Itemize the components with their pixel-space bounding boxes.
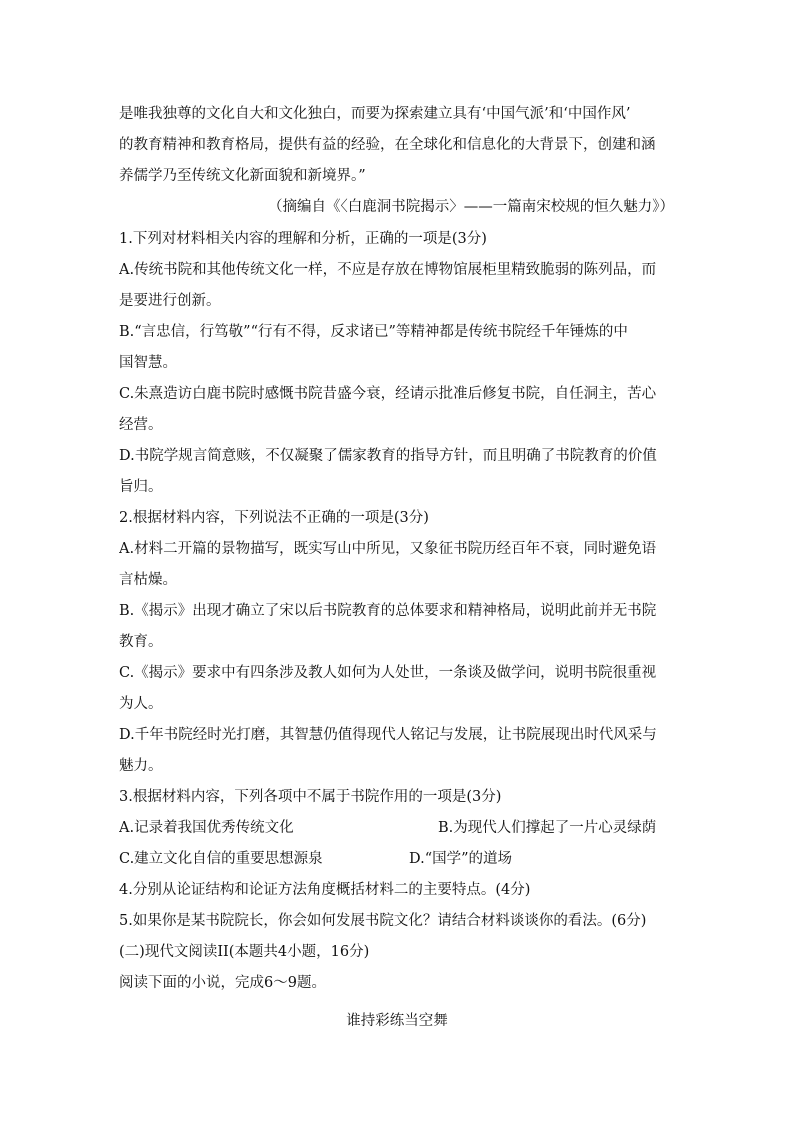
option-text: D.千年书院经时光打磨，其智慧仍值得现代人铭记与发展，让书院展现出时代风采与 — [119, 727, 657, 743]
passage-source: （摘编自《〈白鹿洞书院揭示〉——一篇南宋校规的恒久魅力》） — [268, 199, 674, 215]
option-text: A.材料二开篇的景物描写，既实写山中所见，又象征书院历经百年不衰，同时避免语 — [119, 541, 657, 557]
option-text: 是要进行创新。 — [119, 293, 221, 309]
option-b: B.为现代人们撑起了一片心灵绿荫 — [438, 820, 657, 836]
option-text: 魅力。 — [119, 758, 163, 774]
option-text: B.“言忠信，行笃敬”“行有不得，反求诸已”等精神都是传统书院经千年锤炼的中 — [119, 324, 628, 340]
passage-line: 养儒学乃至传统文化新面貌和新境界。” — [119, 168, 366, 184]
question-stem: 1.下列对材料相关内容的理解和分析，正确的一项是(3分) — [119, 231, 487, 247]
option-d: D.“国学”的道场 — [409, 851, 513, 867]
option-text: 国智慧。 — [119, 355, 177, 371]
option-text: 言枯燥。 — [119, 572, 177, 588]
option-c: C.建立文化自信的重要思想源泉 — [119, 851, 323, 867]
option-text: B.《揭示》出现才确立了宋以后书院教育的总体要求和精神格局，说明此前并无书院 — [119, 603, 657, 619]
question-stem: 4.分别从论证结构和论证方法角度概括材料二的主要特点。(4分) — [119, 882, 531, 898]
section-instruction: 阅读下面的小说，完成6～9题。 — [119, 975, 326, 991]
section-heading: (二)现代文阅读II(本题共4小题，16分) — [119, 944, 370, 960]
question-stem: 5.如果你是某书院院长，你会如何发展书院文化？请结合材料谈谈你的看法。(6分) — [119, 913, 647, 929]
story-title: 谁持彩练当空舞 — [346, 1013, 448, 1029]
option-text: 旨归。 — [119, 479, 163, 495]
question-stem: 2.根据材料内容，下列说法不正确的一项是(3分) — [119, 510, 429, 526]
option-text: 经营。 — [119, 417, 163, 433]
question-stem: 3.根据材料内容，下列各项中不属于书院作用的一项是(3分) — [119, 789, 502, 805]
passage-line: 的教育精神和教育格局，提供有益的经验，在全球化和信息化的大背景下，创建和涵 — [119, 137, 656, 153]
option-a: A.记录着我国优秀传统文化 — [119, 820, 294, 836]
option-text: D.书院学规言简意赅，不仅凝聚了儒家教育的指导方针，而且明确了书院教育的价值 — [119, 448, 657, 464]
option-text: 为人。 — [119, 696, 163, 712]
passage-line: 是唯我独尊的文化自大和文化独白，而要为探索建立具有‘中国气派’和‘中国作风’ — [119, 106, 631, 122]
option-text: A.传统书院和其他传统文化一样，不应是存放在博物馆展柜里精致脆弱的陈列品，而 — [119, 262, 657, 278]
option-text: C.朱熹造访白鹿书院时感慨书院昔盛今衰，经请示批准后修复书院，自任洞主，苦心 — [119, 386, 657, 402]
option-text: 教育。 — [119, 634, 163, 650]
option-text: C.《揭示》要求中有四条涉及教人如何为人处世，一条谈及做学问，说明书院很重视 — [119, 665, 657, 681]
